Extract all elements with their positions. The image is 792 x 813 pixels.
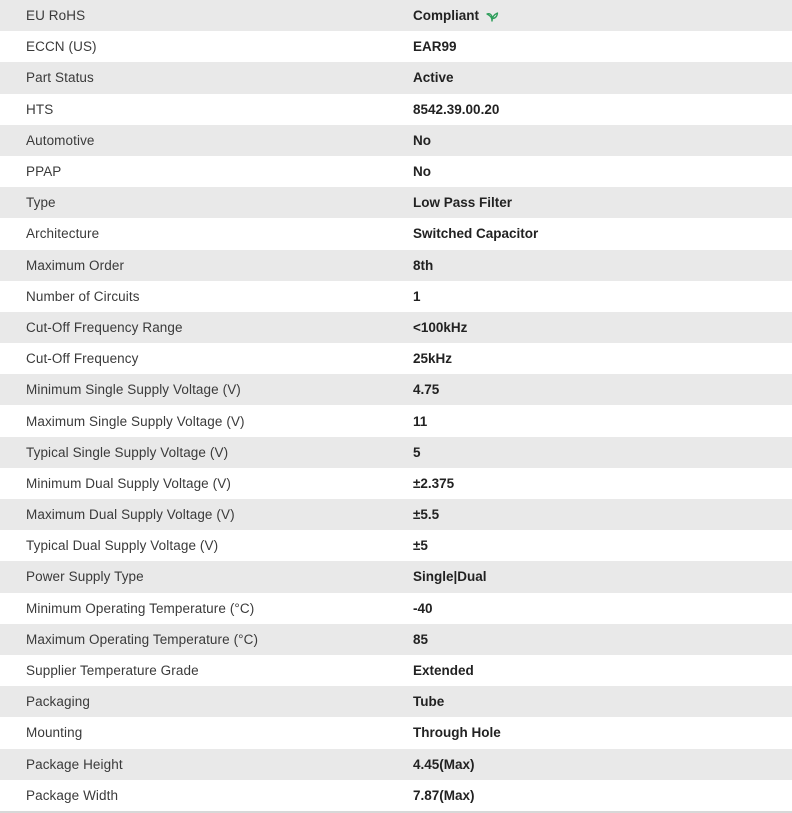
spec-label: Maximum Operating Temperature (°C) <box>26 631 259 647</box>
spec-value: 11 <box>413 413 428 429</box>
spec-value: Extended <box>413 663 474 679</box>
spec-row-power-supply-type <box>0 561 792 592</box>
spec-value: Switched Capacitor <box>413 226 539 242</box>
spec-value: Compliant <box>413 8 479 24</box>
spec-row-typ-dual-supply-voltage <box>0 530 792 561</box>
leaf-icon <box>485 10 499 22</box>
spec-label: Part Status <box>26 70 94 86</box>
spec-label: Minimum Operating Temperature (°C) <box>26 600 255 616</box>
spec-label: Cut-Off Frequency <box>26 351 139 367</box>
spec-label: Cut-Off Frequency Range <box>26 319 183 335</box>
spec-label: Packaging <box>26 694 90 710</box>
spec-value-cell <box>413 0 792 31</box>
spec-value: No <box>413 164 431 180</box>
spec-row-supplier-temp-grade <box>0 655 792 686</box>
spec-label: Automotive <box>26 132 95 148</box>
spec-row-type <box>0 187 792 218</box>
spec-row-architecture <box>0 218 792 249</box>
spec-value: EAR99 <box>413 39 457 55</box>
spec-label: Mounting <box>26 725 83 741</box>
spec-value: -40 <box>413 600 433 616</box>
spec-row-max-operating-temp <box>0 624 792 655</box>
spec-row-typ-single-supply-voltage <box>0 437 792 468</box>
spec-value: 4.75 <box>413 382 440 398</box>
spec-label: Maximum Single Supply Voltage (V) <box>26 413 245 429</box>
spec-value: ±5 <box>413 538 428 554</box>
spec-row-number-of-circuits <box>0 281 792 312</box>
spec-value: 25kHz <box>413 351 453 367</box>
spec-row-package-height <box>0 749 792 780</box>
spec-label: Minimum Single Supply Voltage (V) <box>26 382 241 398</box>
spec-label: Maximum Dual Supply Voltage (V) <box>26 507 235 523</box>
spec-label: EU RoHS <box>26 8 86 24</box>
spec-label: Typical Single Supply Voltage (V) <box>26 444 229 460</box>
spec-row-min-single-supply-voltage <box>0 374 792 405</box>
spec-row-cutoff-frequency-range <box>0 312 792 343</box>
spec-row-maximum-order <box>0 250 792 281</box>
spec-label: Architecture <box>26 226 100 242</box>
spec-label: Typical Dual Supply Voltage (V) <box>26 538 219 554</box>
spec-value: Low Pass Filter <box>413 195 513 211</box>
spec-value: 4.45(Max) <box>413 756 475 772</box>
spec-row-packaging <box>0 686 792 717</box>
spec-label: PPAP <box>26 164 62 180</box>
spec-row-max-single-supply-voltage <box>0 405 792 436</box>
spec-label: Type <box>26 195 56 211</box>
spec-value: No <box>413 132 431 148</box>
spec-row-automotive <box>0 125 792 156</box>
spec-label: Supplier Temperature Grade <box>26 663 199 679</box>
spec-row-package-width <box>0 780 792 811</box>
spec-value: Through Hole <box>413 725 501 741</box>
spec-row-hts <box>0 94 792 125</box>
spec-value: Single|Dual <box>413 569 487 585</box>
spec-label: Package Height <box>26 756 123 772</box>
spec-value: 85 <box>413 631 429 647</box>
spec-value: 1 <box>413 288 421 304</box>
spec-label: Package Width <box>26 787 119 803</box>
spec-value: <100kHz <box>413 319 468 335</box>
spec-value: 5 <box>413 444 421 460</box>
spec-row-eu-rohs <box>0 0 792 31</box>
spec-row-max-dual-supply-voltage <box>0 499 792 530</box>
spec-row-ppap <box>0 156 792 187</box>
spec-label: Number of Circuits <box>26 288 140 304</box>
spec-value: 7.87(Max) <box>413 787 475 803</box>
spec-label: HTS <box>26 101 54 117</box>
spec-row-min-operating-temp <box>0 593 792 624</box>
spec-value-group <box>413 8 499 23</box>
spec-row-mounting <box>0 717 792 748</box>
spec-label: ECCN (US) <box>26 39 97 55</box>
spec-value: 8542.39.00.20 <box>413 101 500 117</box>
spec-label: Maximum Order <box>26 257 125 273</box>
spec-value: ±2.375 <box>413 475 455 491</box>
spec-label: Power Supply Type <box>26 569 144 585</box>
spec-value: Tube <box>413 694 445 710</box>
spec-row-min-dual-supply-voltage <box>0 468 792 499</box>
spec-label: Minimum Dual Supply Voltage (V) <box>26 475 231 491</box>
spec-value: Active <box>413 70 454 86</box>
spec-row-eccn <box>0 31 792 62</box>
spec-row-part-status <box>0 62 792 93</box>
spec-value: ±5.5 <box>413 507 440 523</box>
spec-value: 8th <box>413 257 434 273</box>
spec-row-cutoff-frequency <box>0 343 792 374</box>
